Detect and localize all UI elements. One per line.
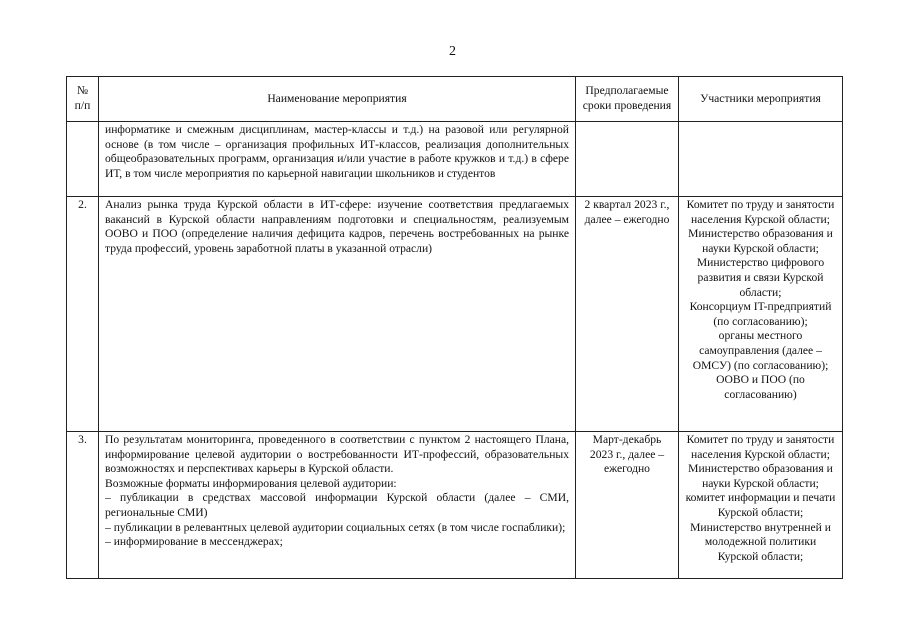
table-header-row	[67, 77, 843, 122]
row-description	[99, 432, 576, 579]
header-num: № п/п	[67, 77, 99, 122]
row-description: Анализ рынка труда Курской области в ИТ-сфере: изучение соответствия предлагаемых вакансий в Курской области направлениям подготовки и специальностям, реализуемым ООВО и ПОО (определение наличия дефицита кадров, перечень востребованных на рынке труда профессий, уровень заработной платы в указанной отрасли)	[99, 197, 576, 432]
participant-item: Комитет по труду и занятости населения Курской области;	[686, 433, 835, 461]
header-participants: Участники мероприятия	[679, 77, 843, 122]
participant-item: Министерство образования и науки Курской области;	[688, 462, 833, 490]
header-terms: Предполагаемые сроки проведения	[576, 77, 679, 122]
participant-item: Министерство образования и науки Курской области;	[688, 227, 833, 255]
row-description: информатике и смежным дисциплинам, мастер-классы и т.д.) на разовой или регулярной основе (в том числе – организация профильных ИТ-классов, реализация дополнительных общеобразовательных программ, организация и/или участие в работе кружков и т.д.) в сфере ИТ, в том числе мероприятия по карьерной навигации школьников и студентов	[99, 122, 576, 197]
formats-intro: Возможные форматы информирования целевой аудитории:	[105, 476, 397, 490]
row-number: 3.	[67, 432, 99, 579]
row-number	[67, 122, 99, 197]
row-description-text: По результатам мониторинга, проведенного в соответствии с пунктом 2 настоящего Плана, информирование целевой аудитории о востребованности ИТ-профессий, образовательных возможностях и перспективах карьеры в Курской области.	[105, 433, 569, 476]
participant-item: Министерство внутренней и молодежной политики Курской области;	[690, 520, 831, 563]
participant-item: Консорциум IT-предприятий (по согласованию);	[689, 300, 832, 328]
table-row	[67, 432, 843, 579]
participant-item: комитет информации и печати Курской области;	[685, 491, 836, 519]
plan-table	[66, 76, 843, 579]
format-item: – информирование в мессенджерах;	[105, 535, 283, 549]
format-item: – публикации в релевантных целевой аудитории социальных сетях (в том числе госпаблики);	[105, 520, 566, 534]
table-row	[67, 122, 843, 197]
row-participants	[679, 432, 843, 579]
table-row	[67, 197, 843, 432]
row-participants	[679, 122, 843, 197]
page-number: 2	[449, 44, 456, 59]
participant-item: Комитет по труду и занятости населения Курской области;	[686, 198, 835, 226]
row-terms: Март-декабрь 2023 г., далее – ежегодно	[576, 432, 679, 579]
row-participants	[679, 197, 843, 432]
participant-item: органы местного самоуправления (далее – ОМСУ) (по согласованию);	[692, 329, 829, 372]
format-item: – публикации в средствах массовой информации Курской области (далее – СМИ, региональные СМИ)	[105, 491, 569, 519]
participant-item: Министерство цифрового развития и связи Курской области;	[696, 256, 825, 299]
row-terms: 2 квартал 2023 г., далее – ежегодно	[576, 197, 679, 432]
header-name: Наименование мероприятия	[99, 77, 576, 122]
row-terms	[576, 122, 679, 197]
participant-item: ООВО и ПОО (по согласованию)	[716, 373, 805, 401]
row-number: 2.	[67, 197, 99, 432]
